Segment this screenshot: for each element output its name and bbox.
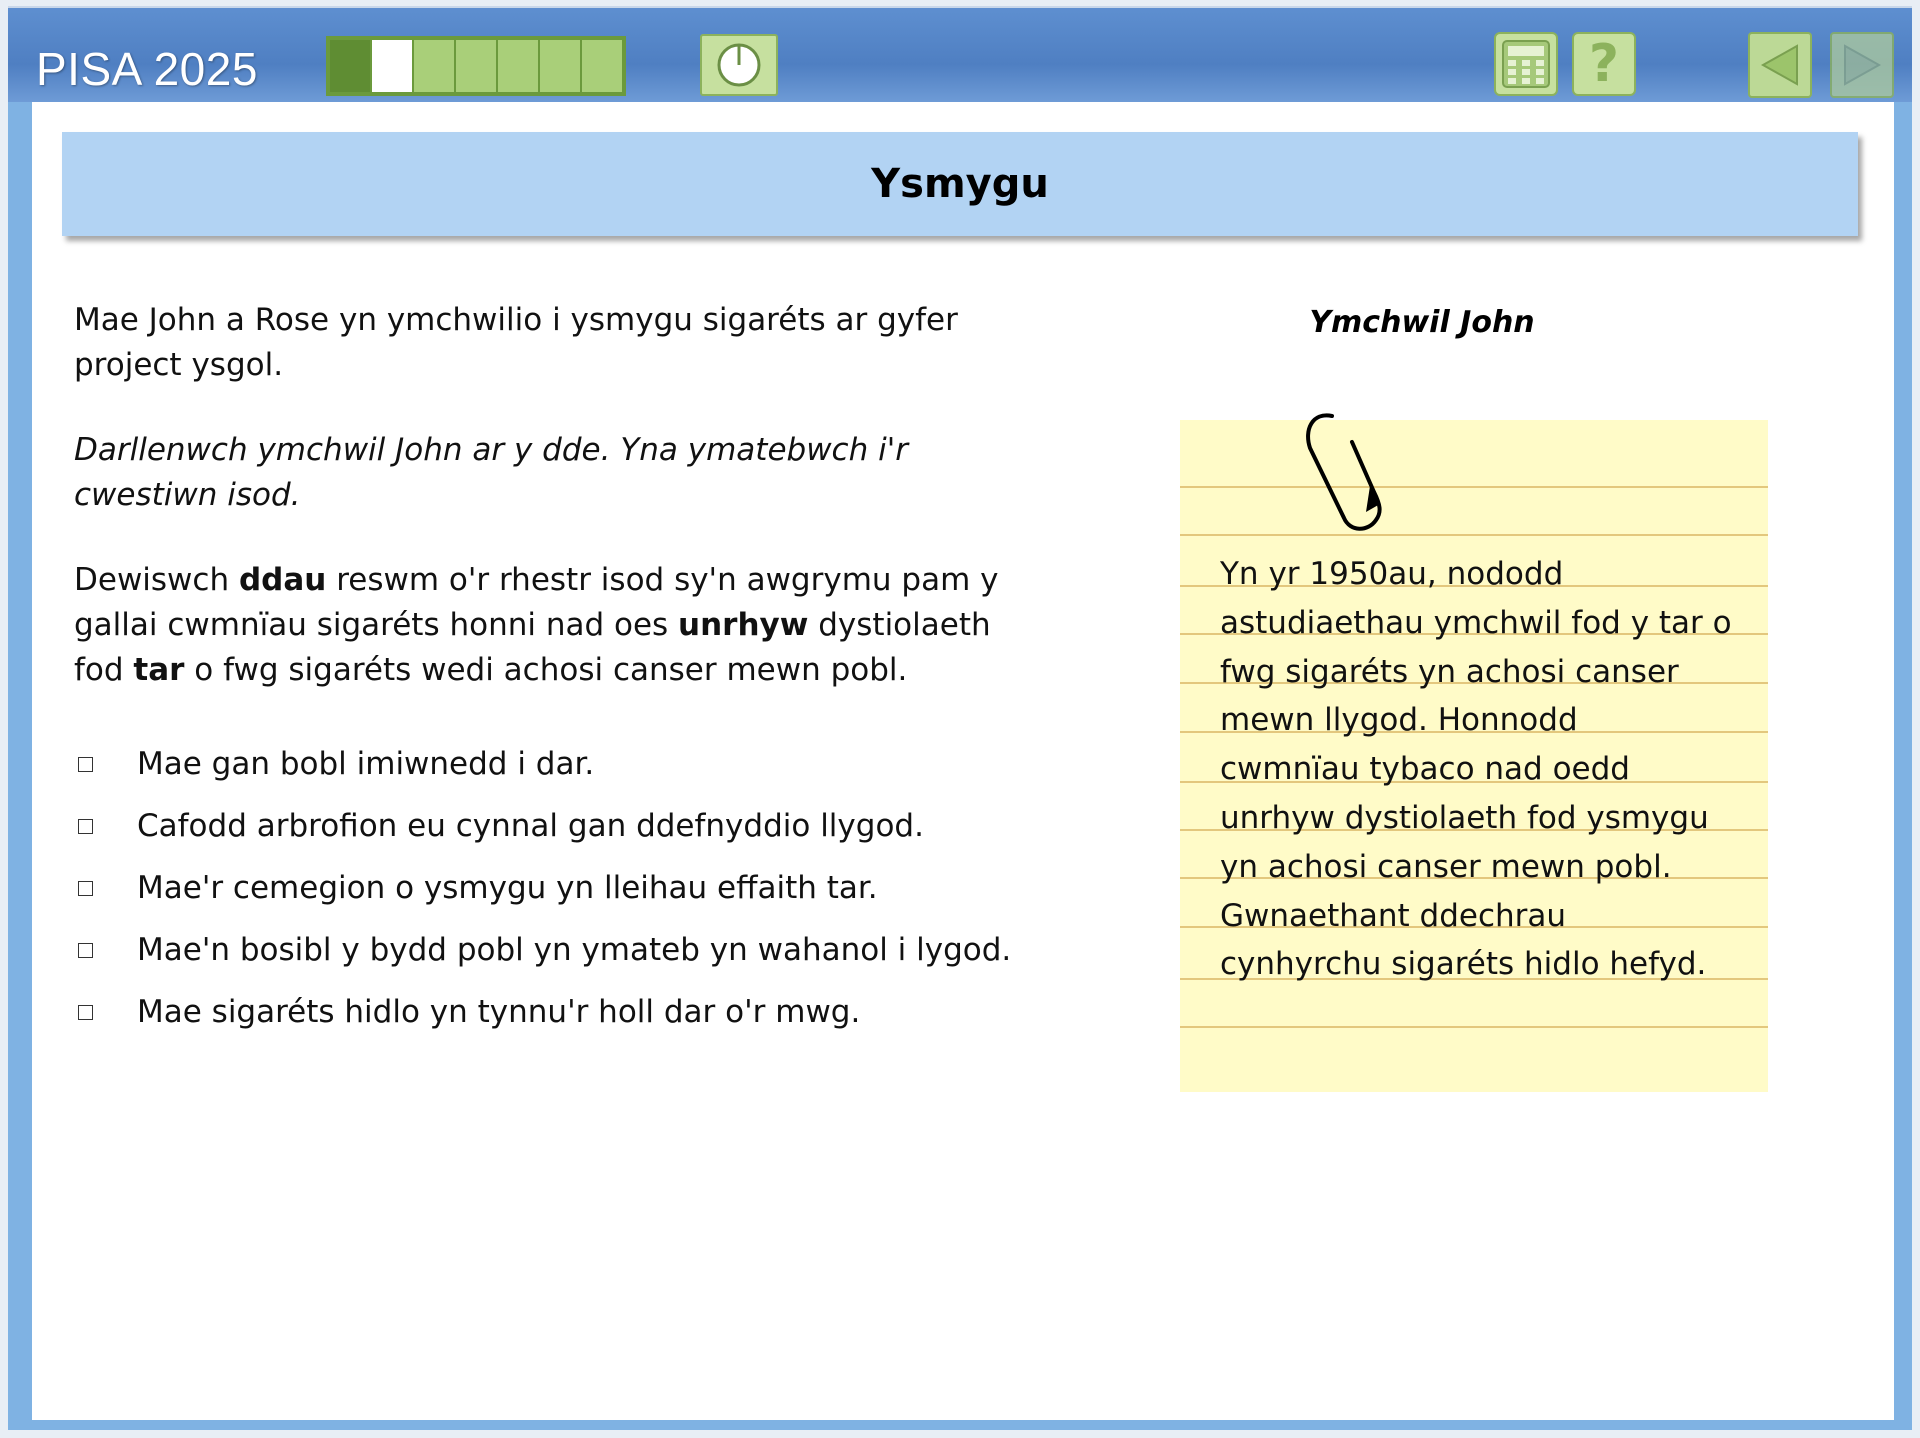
progress-segment-current <box>372 40 412 92</box>
question-text-part: dystiolaeth fod <box>74 607 991 688</box>
answer-options <box>74 733 1014 1043</box>
option-label: Cafodd arbrofion eu cynnal gan ddefnyddio llygod. <box>137 807 924 844</box>
progress-segment <box>456 40 496 92</box>
note-line: cynhyrchu sigaréts hidlo hefyd. <box>1220 946 1707 983</box>
question-text-part: o fwg sigaréts wedi achosi canser mewn pobl. <box>184 652 908 688</box>
question-emphasis: unrhyw <box>678 607 809 643</box>
note-line: fwg sigaréts yn achosi canser <box>1220 653 1679 690</box>
next-button[interactable] <box>1830 32 1894 98</box>
question-text <box>74 558 1014 693</box>
option-5[interactable] <box>74 981 1014 1043</box>
option-1[interactable] <box>74 733 1014 795</box>
option-label: Mae sigaréts hidlo yn tynnu'r holl dar o'r mwg. <box>137 993 861 1030</box>
note-line: Gwnaethant ddechrau <box>1220 897 1567 934</box>
option-label: Mae'r cemegion o ysmygu yn lleihau effaith tar. <box>137 869 878 906</box>
progress-segment <box>330 40 370 92</box>
paperclip-icon <box>1296 408 1406 538</box>
progress-segment <box>414 40 454 92</box>
question-text-part: Dewiswch <box>74 562 239 598</box>
note-rule <box>1180 534 1768 536</box>
option-3[interactable] <box>74 857 1014 919</box>
note-text <box>1220 550 1760 989</box>
note-line: astudiaethau ymchwil fod y tar o <box>1220 604 1732 641</box>
checkbox[interactable] <box>78 819 93 834</box>
note-rule <box>1180 1026 1768 1028</box>
checkbox[interactable] <box>78 1005 93 1020</box>
question-emphasis: tar <box>133 652 185 688</box>
progress-segment <box>540 40 580 92</box>
note-rule <box>1180 486 1768 488</box>
back-arrow-icon <box>1757 42 1803 88</box>
top-toolbar <box>8 6 1912 102</box>
note-line: unrhyw dystiolaeth fod ysmygu <box>1220 799 1709 836</box>
option-label: Mae'n bosibl y bydd pobl yn ymateb yn wahanol i lygod. <box>137 931 1012 968</box>
brand-title: PISA 2025 <box>36 43 258 95</box>
calculator-button[interactable] <box>1494 32 1558 96</box>
progress-segment <box>582 40 622 92</box>
note-line: mewn llygod. Honnodd <box>1220 702 1578 739</box>
note-line: Yn yr 1950au, nododd <box>1220 556 1564 592</box>
title-bar <box>62 132 1858 236</box>
timer-icon <box>715 41 763 89</box>
help-button[interactable] <box>1572 32 1636 96</box>
option-2[interactable] <box>74 795 1014 857</box>
progress-indicator <box>326 36 626 96</box>
option-4[interactable] <box>74 919 1014 981</box>
question-emphasis: ddau <box>238 562 327 598</box>
help-icon: ? <box>1588 34 1620 94</box>
option-label: Mae gan bobl imiwnedd i dar. <box>137 745 595 782</box>
checkbox[interactable] <box>78 881 93 896</box>
note-line: cwmnïau tybaco nad oedd <box>1220 751 1630 788</box>
note-line: yn achosi canser mewn pobl. <box>1220 848 1672 885</box>
timer-button[interactable] <box>700 34 778 96</box>
instruction-text: Darllenwch ymchwil John ar y dde. Yna ymatebwch i'r cwestiwn isod. <box>74 432 908 513</box>
progress-segment <box>498 40 538 92</box>
back-button[interactable] <box>1748 32 1812 98</box>
checkbox[interactable] <box>78 943 93 958</box>
question-panel <box>74 298 1014 1043</box>
question-text-part: reswm o'r rhestr isod sy'n awgrymu pam y gallai cwmnïau sigaréts honni nad oes <box>74 562 999 643</box>
research-note <box>1180 420 1768 1092</box>
calculator-icon <box>1500 38 1552 90</box>
next-arrow-icon <box>1839 42 1885 88</box>
content-area <box>8 102 1912 1430</box>
question-page <box>32 102 1894 1420</box>
checkbox[interactable] <box>78 757 93 772</box>
intro-text: Mae John a Rose yn ymchwilio i ysmygu sigaréts ar gyfer project ysgol. <box>74 302 958 383</box>
page-title: Ysmygu <box>871 161 1049 207</box>
research-heading: Ymchwil John <box>1309 305 1535 340</box>
